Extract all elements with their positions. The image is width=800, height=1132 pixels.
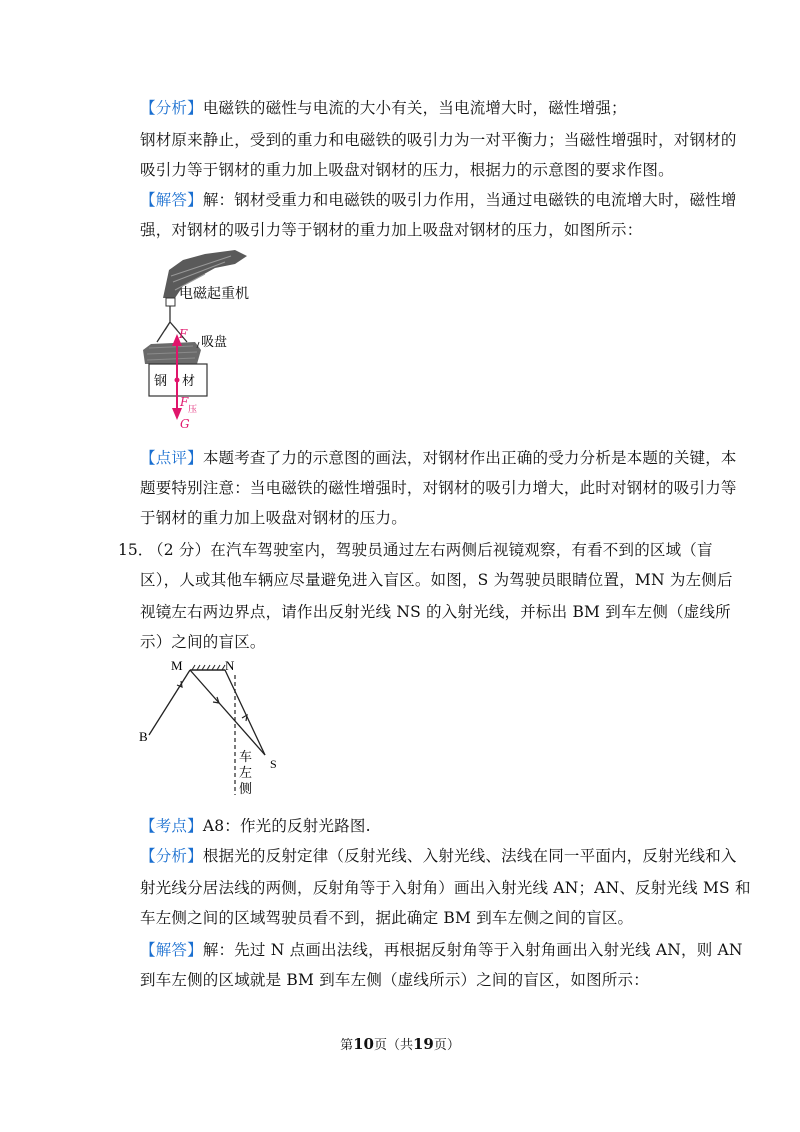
pad-label: 吸盘 [201,334,228,349]
label-S: S [270,757,277,771]
crane-figure [135,250,275,440]
analysis2-line-3: 车左侧之间的区域驾驶员看不到，据此确定 BM 到车左侧之间的盲区。 [140,909,634,927]
analysis-line-3: 吸引力等于钢材的重力加上吸盘对钢材的压力，根据力的示意图的要求作图。 [140,161,674,179]
question-line-3: 视镜左右两边界点，请作出反射光线 NS 的入射光线，并标出 BM 到车左侧（虚线所 [140,603,731,621]
answer-line-1: 【解答】解：钢材受重力和电磁铁的吸引力作用，当通过电磁铁的电流增大时，磁性增 [140,191,737,209]
label-N: N [225,658,235,673]
mirror-figure [135,655,295,800]
force-Fp-sub: 压 [188,405,198,415]
answer2-line-1: 【解答】解：先过 N 点画出法线，再根据反射角等于入射角画出入射光线 AN，则 AN [140,941,743,959]
analysis2-tag: 【分析】 [140,847,203,865]
question-line-1: （2 分）在汽车驾驶室内，驾驶员通过左右两侧后视镜观察，有看不到的区域（盲 [148,541,713,559]
answer2-tag: 【解答】 [140,941,203,959]
page-number: 10 [353,1035,374,1053]
crane-hook-block [166,298,175,306]
steel-label-right: 材 [182,374,196,389]
answer2-line-2: 到车左侧的区域就是 BM 到车左侧（虚线所示）之间的盲区，如图所示： [140,971,649,989]
ray-BM [149,670,190,735]
ray-MS [190,670,265,755]
comment-line-3: 于钢材的重力加上吸盘对钢材的压力。 [140,509,407,527]
analysis-line-1: 【分析】电磁铁的磁性与电流的大小有关，当电流增大时，磁性增强； [140,99,627,117]
analysis2-line-2: 射光线分居法线的两侧，反射角等于入射角）画出入射光线 AN；AN、反射光线 MS 和 [140,879,751,897]
page-total: 19 [413,1035,434,1053]
analysis-line-2: 钢材原来静止，受到的重力和电磁铁的吸引力为一对平衡力；当磁性增强时，对钢材的 [140,131,737,149]
crane-label: 电磁起重机 [179,285,249,301]
comment-tag: 【点评】 [140,449,203,467]
question-line-4: 示）之间的盲区。 [140,633,266,651]
force-Fp-label: F [180,395,189,409]
answer-tag: 【解答】 [140,191,203,209]
analysis2-line-1: 【分析】根据光的反射定律（反射光线、入射光线、法线在同一平面内，反射光线和入 [140,847,737,865]
analysis-tag: 【分析】 [140,99,203,117]
kaodian-line: 【考点】A8：作光的反射光路图. [140,817,371,835]
car-side-2: 左 [239,766,253,781]
comment-line-1: 【点评】本题考查了力的示意图的画法，对钢材作出正确的受力分析是本题的关键，本 [140,449,737,467]
ray-NS [225,670,265,755]
force-G-label: G [180,417,190,431]
page-footer: 第10页（共19页） [340,1035,460,1053]
kaodian-tag: 【考点】 [140,817,203,835]
steel-label-left: 钢 [154,374,168,389]
question-number: 15． [118,541,154,559]
force-F-label: F [179,327,188,341]
car-side-1: 车 [239,750,253,765]
label-B: B [139,729,148,744]
label-M: M [171,658,183,673]
comment-line-2: 题要特别注意：当电磁铁的磁性增强时，对钢材的吸引力增大，此时对钢材的吸引力等 [140,479,737,497]
answer-line-2: 强，对钢材的吸引力等于钢材的重力加上吸盘对钢材的压力，如图所示： [140,221,643,239]
question-line-2: 区），人或其他车辆应尽量避免进入盲区。如图，S 为驾驶员眼睛位置，MN 为左侧后 [140,571,733,589]
car-side-3: 侧 [239,782,253,797]
